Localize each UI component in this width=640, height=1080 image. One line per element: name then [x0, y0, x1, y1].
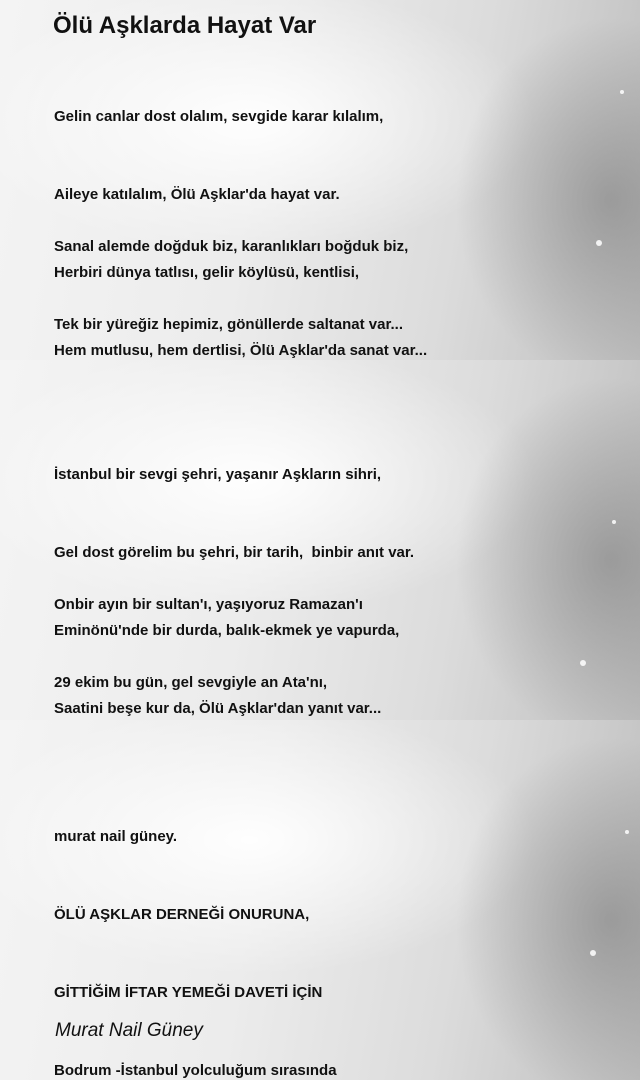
poem-line: Eminönü'nde bir durda, balık-ekmek ye vapurda, [54, 622, 400, 639]
poem-line: Saatini beşe kur da, Ölü Aşklar'dan yanıt var... [54, 700, 382, 717]
poem-line: Herbiri dünya tatlısı, gelir köylüsü, kentlisi, [54, 264, 360, 281]
note-line: Bodrum -İstanbul yolculuğum sırasında [54, 1062, 337, 1079]
note-line: ÖLÜ AŞKLAR DERNEĞİ ONURUNA, [54, 906, 310, 923]
sparkle-decoration [625, 830, 629, 834]
poem-line: 29 ekim bu gün, gel sevgiyle an Ata'nı, [54, 674, 328, 691]
stanza-4 [54, 540, 393, 720]
poem-line: Sanal alemde doğduk biz, karanlıkları boğduk biz, [54, 238, 409, 255]
sparkle-decoration [580, 660, 586, 666]
poem-title: Ölü Aşklarda Hayat Var [53, 12, 317, 39]
poem-line: Aileye katılalım, Ölü Aşklar'da hayat var. [54, 186, 340, 203]
poem-panel-1 [0, 0, 640, 360]
poem-line: Hem mutlusu, hem dertlisi, Ölü Aşklar'da sanat var... [54, 342, 428, 359]
poem-line: Tek bir yüreğiz hepimiz, gönüllerde saltanat var... [54, 316, 403, 333]
poem-panel-2 [0, 360, 640, 720]
poem-line: Onbir ayın bir sultan'ı, yaşıyoruz Ramazan'ı [54, 596, 363, 613]
sparkle-decoration [590, 950, 596, 956]
sparkle-decoration [596, 240, 602, 246]
note-line: GİTTİĞİM İFTAR YEMEĞİ DAVETİ İÇİN [54, 984, 323, 1001]
poem-line: İstanbul bir sevgi şehri, yaşanır Aşkların sihri, [54, 466, 382, 483]
sparkle-decoration [620, 90, 624, 94]
poem-line: Gelin canlar dost olalım, sevgide karar kılalım, [54, 108, 384, 125]
poem-panel-3 [0, 720, 640, 1080]
author-signature: Murat Nail Güney [55, 1020, 203, 1041]
poem-line: Gel dost görelim bu şehri, bir tarih, binbir anıt var. [54, 544, 415, 561]
stanza-2 [54, 182, 408, 360]
note-line: murat nail güney. [54, 828, 178, 845]
sparkle-decoration [612, 520, 616, 524]
